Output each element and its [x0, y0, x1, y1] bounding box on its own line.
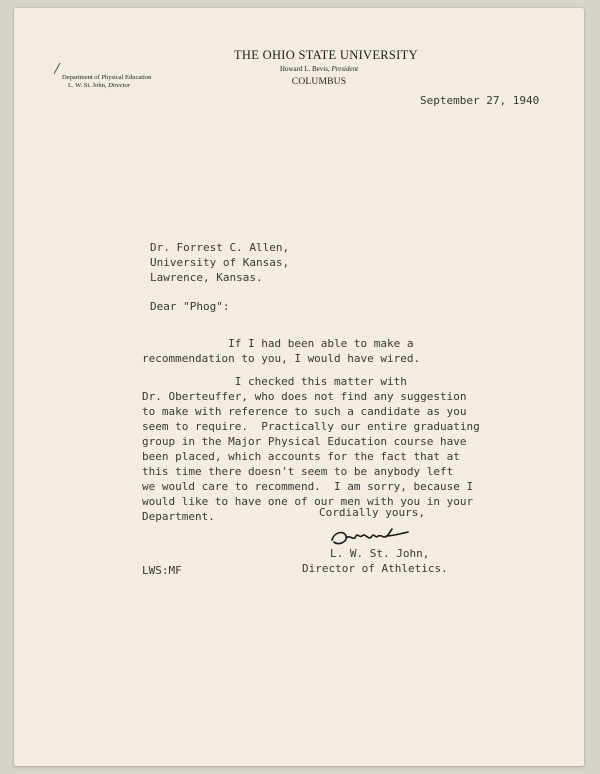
paragraph-line: group in the Major Physical Education course have: [142, 435, 467, 448]
paragraph-line: seem to require. Practically our entire graduating: [142, 420, 480, 433]
closing: Cordially yours,: [319, 506, 425, 519]
address-line: Dr. Forrest C. Allen,: [150, 241, 290, 254]
paragraph-line: been placed, which accounts for the fact that at: [142, 450, 460, 463]
paragraph-1: [142, 336, 420, 366]
paragraph-line: Dr. Oberteuffer, who does not find any suggestion: [142, 390, 467, 403]
paragraph-2: [142, 374, 480, 524]
city-name: COLUMBUS: [291, 77, 347, 87]
inside-address: [150, 240, 289, 285]
president-line: [234, 65, 404, 73]
paragraph-line: would like to have one of our men with you in your: [142, 495, 474, 508]
director-title: Director: [108, 82, 131, 89]
letter-page: [14, 8, 584, 766]
salutation: Dear "Phog":: [150, 300, 230, 313]
paragraph-line: to make with reference to such a candidate as you: [142, 405, 467, 418]
department-director: [68, 82, 130, 89]
paragraph-line: I checked this matter with: [142, 375, 407, 388]
university-name: THE OHIO STATE UNIVERSITY: [234, 48, 418, 62]
letter-date: September 27, 1940: [420, 94, 540, 107]
department-name: Department of Physical Education: [62, 74, 152, 81]
paragraph-line: this time there doesn't seem to be anybody left: [142, 465, 454, 478]
paragraph-line: If I had been able to make a: [142, 337, 414, 350]
director-name: L. W. St. John,: [68, 82, 107, 89]
address-line: University of Kansas,: [150, 256, 290, 269]
paragraph-line: Department.: [142, 510, 215, 523]
president-name: Howard L. Bevis,: [279, 65, 330, 73]
signer-title: Director of Athletics.: [302, 562, 448, 575]
paragraph-line: we would care to recommend. I am sorry, because I: [142, 480, 474, 493]
pen-mark-icon: [52, 62, 62, 76]
typist-initials: LWS:MF: [142, 564, 182, 577]
signer-name: L. W. St. John,: [330, 547, 430, 560]
president-title: President: [331, 65, 359, 73]
address-line: Lawrence, Kansas.: [150, 271, 263, 284]
paragraph-line: recommendation to you, I would have wired.: [142, 352, 421, 365]
